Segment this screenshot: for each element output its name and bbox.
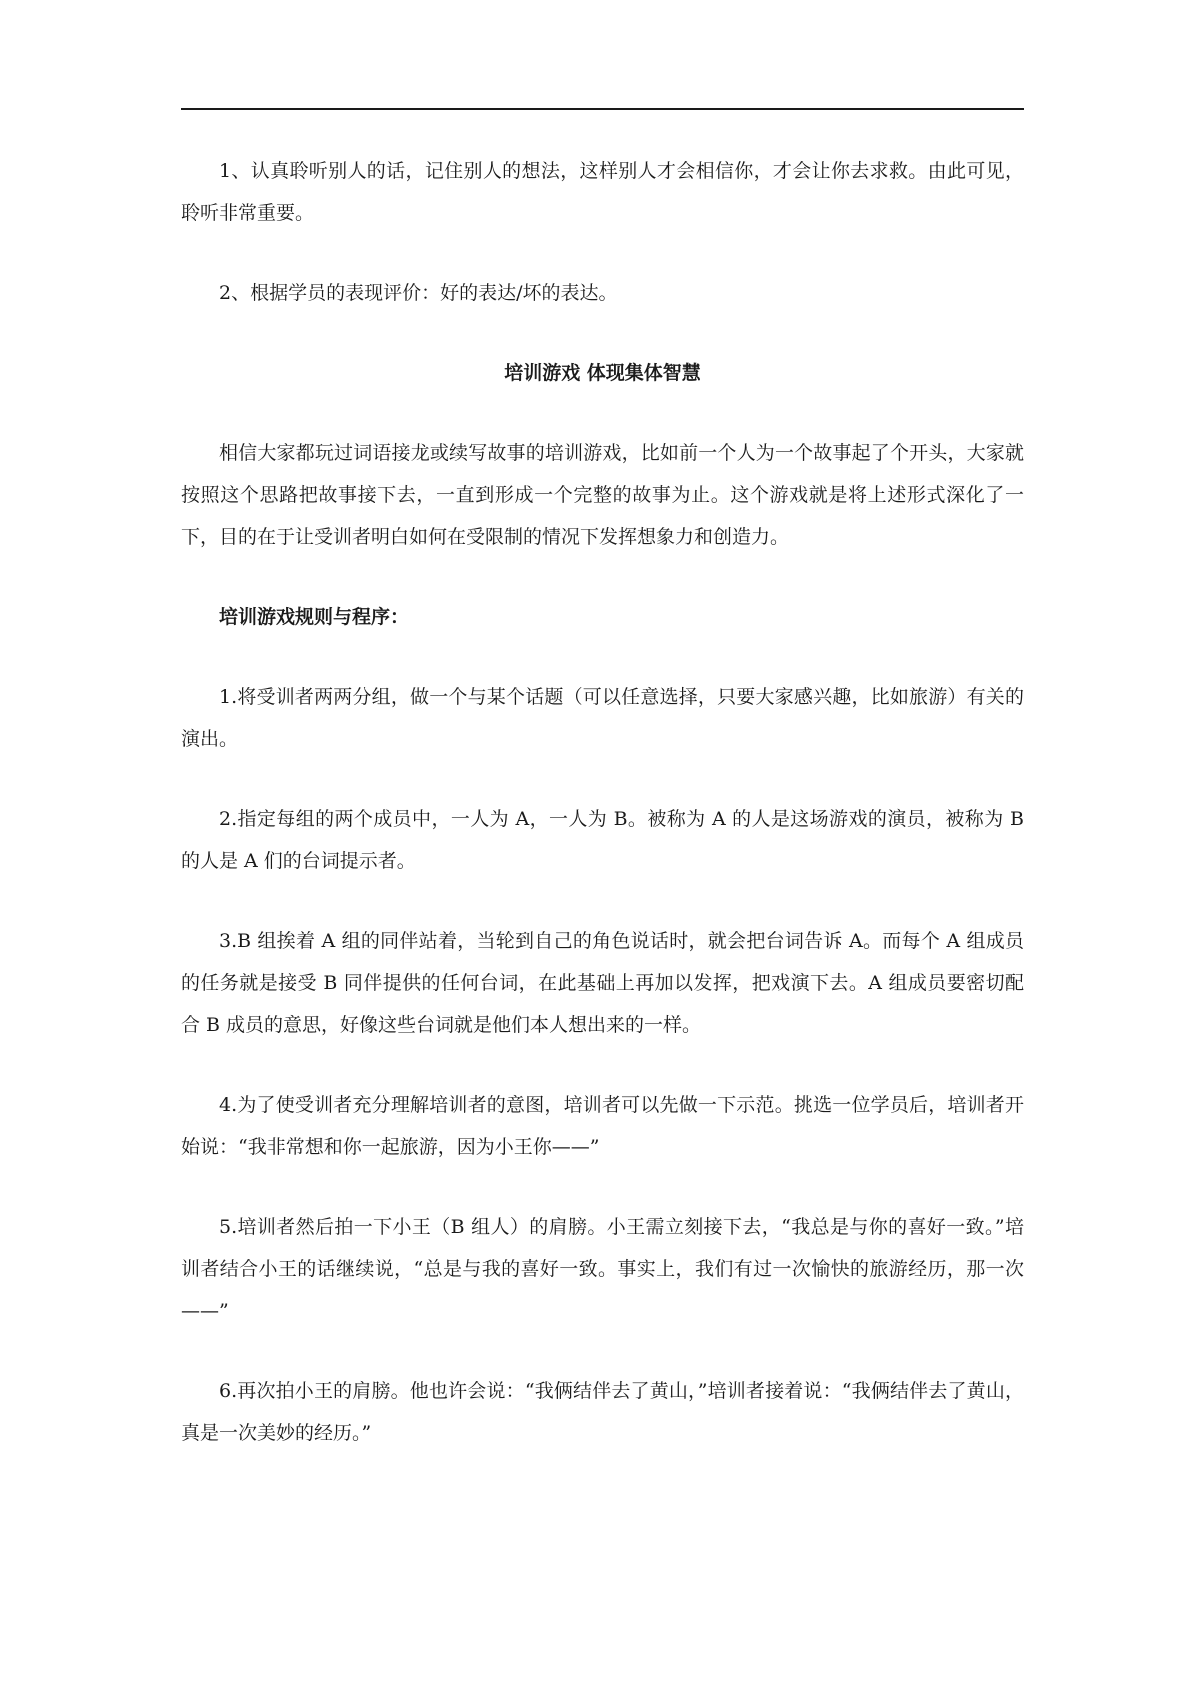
paragraph-listening: 1、认真聆听别人的话，记住别人的想法，这样别人才会相信你，才会让你去求救。由此可见，聆听非常重要。 xyxy=(181,160,1024,224)
step-4: 4.为了使受训者充分理解培训者的意图，培训者可以先做一下示范。挑选一位学员后，培训者开始说：“我非常想和你一起旅游，因为小王你——” xyxy=(181,1094,1024,1158)
header-rule xyxy=(181,108,1024,110)
step-5: 5.培训者然后拍一下小王（B 组人）的肩膀。小王需立刻接下去，“我总是与你的喜好一致。”培训者结合小王的话继续说，“总是与我的喜好一致。事实上，我们有过一次愉快的旅游经历，那一次——” xyxy=(181,1216,1024,1322)
paragraph-evaluation: 2、根据学员的表现评价：好的表达/坏的表达。 xyxy=(219,282,618,304)
paragraph-intro: 相信大家都玩过词语接龙或续写故事的培训游戏，比如前一个人为一个故事起了个开头，大家就按照这个思路把故事接下去，一直到形成一个完整的故事为止。这个游戏就是将上述形式深化了一下，目的在于让受训者明白如何在受限制的情况下发挥想象力和创造力。 xyxy=(181,442,1024,548)
step-6: 6.再次拍小王的肩膀。他也许会说：“我俩结伴去了黄山，”培训者接着说：“我俩结伴去了黄山，真是一次美妙的经历。” xyxy=(181,1380,1024,1444)
document-body xyxy=(181,150,1024,1492)
section-title: 培训游戏 体现集体智慧 xyxy=(504,362,701,384)
step-3: 3.B 组挨着 A 组的同伴站着，当轮到自己的角色说话时，就会把台词告诉 A。而每个 A 组成员的任务就是接受 B 同伴提供的任何台词，在此基础上再加以发挥，把戏演下去。A 组成员要密切配合 B 成员的意思，好像这些台词就是他们本人想出来的一样。 xyxy=(181,930,1024,1036)
step-2: 2.指定每组的两个成员中，一人为 A，一人为 B。被称为 A 的人是这场游戏的演员，被称为 B 的人是 A 们的台词提示者。 xyxy=(181,808,1024,872)
rules-heading: 培训游戏规则与程序： xyxy=(219,606,410,628)
step-1: 1.将受训者两两分组，做一个与某个话题（可以任意选择，只要大家感兴趣，比如旅游）有关的演出。 xyxy=(181,686,1024,750)
